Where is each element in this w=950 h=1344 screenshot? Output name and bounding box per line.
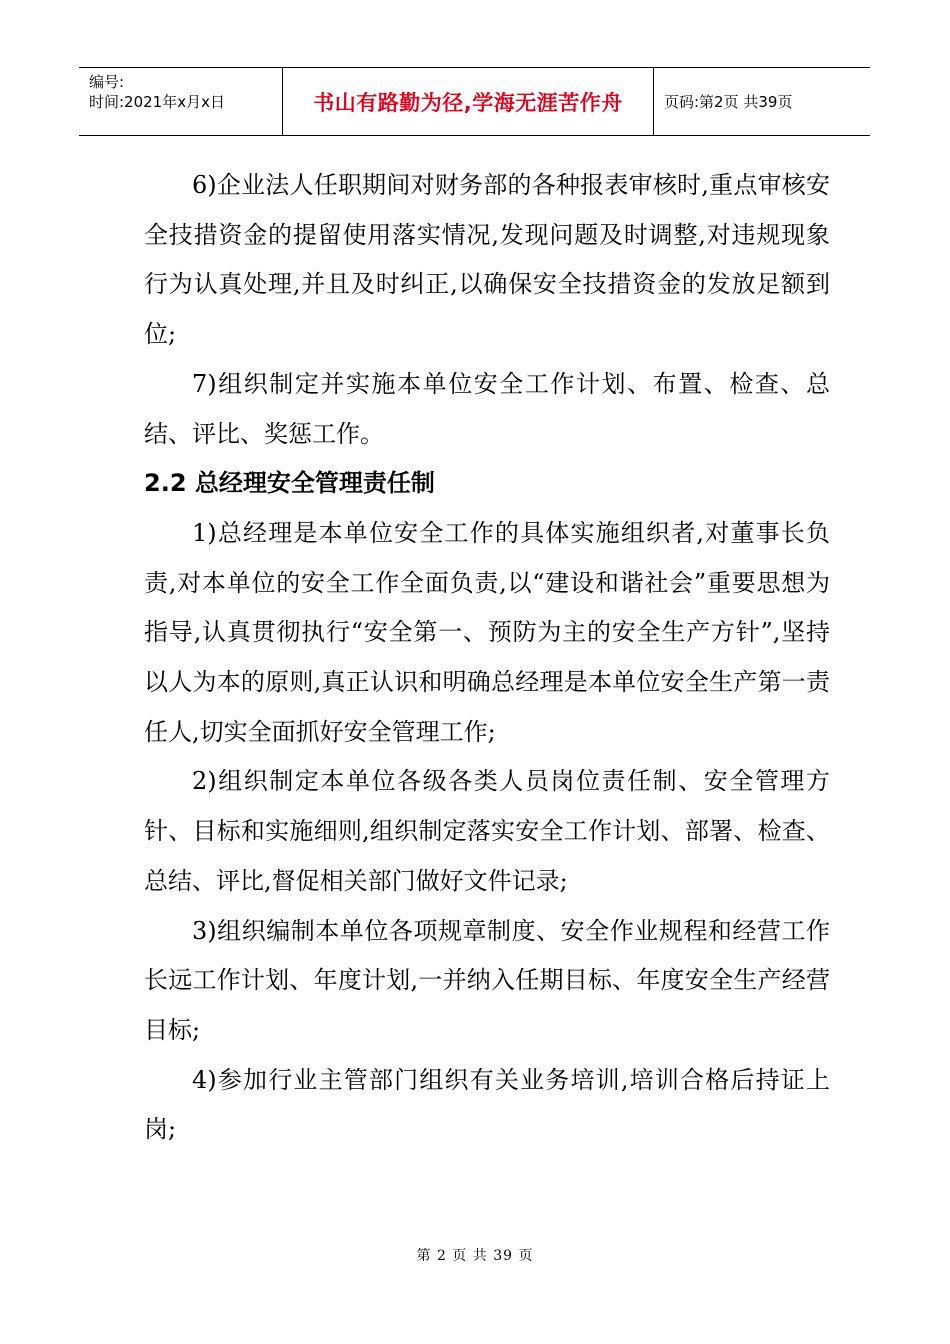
paragraph: 7)组织制定并实施本单位安全工作计划、布置、检查、总结、评比、奖惩工作。 xyxy=(144,369,830,448)
paragraph: 3)组织编制本单位各项规章制度、安全作业规程和经营工作长远工作计划、年度计划,一并纳入任期目标、年度安全生产经营目标; xyxy=(144,916,830,1044)
document-number-label: 编号: xyxy=(89,73,125,91)
document-time-label: 时间:2021年x月x日 xyxy=(89,93,225,111)
paragraph: 1)总经理是本单位安全工作的具体实施组织者,对董事长负责,对本单位的安全工作全面负责,以“建设和谐社会”重要思想为指导,认真贯彻执行“安全第一、预防为主的安全生产方针”,坚持以人为本的原则,真正认识和明确总经理是本单位安全生产第一责任人,切实全面抓好安全管理工作; xyxy=(144,518,830,746)
header-motto-cell xyxy=(283,68,654,135)
header-motto: 书山有路勤为径,学海无涯苦作舟 xyxy=(313,90,623,115)
header-meta-cell xyxy=(79,68,283,135)
header-table xyxy=(79,67,870,136)
paragraph: 2)组织制定本单位各级各类人员岗位责任制、安全管理方针、目标和实施细则,组织制定落实安全工作计划、部署、检查、总结、评比,督促相关部门做好文件记录; xyxy=(144,767,830,895)
header-page-info: 页码:第2页 共39页 xyxy=(664,93,793,111)
document-body xyxy=(144,161,830,1155)
header-page-cell xyxy=(654,68,870,135)
paragraph: 6)企业法人任职期间对财务部的各种报表审核时,重点审核安全技措资金的提留使用落实情况,发现问题及时调整,对违规现象行为认真处理,并且及时纠正,以确保安全技措资金的发放足额到位; xyxy=(144,171,830,349)
page-footer: 第 2 页 共 39 页 xyxy=(416,1248,534,1264)
section-heading: 2.2 总经理安全管理责任制 xyxy=(144,469,435,498)
paragraph: 4)参加行业主管部门组织有关业务培训,培训合格后持证上岗; xyxy=(144,1065,830,1144)
